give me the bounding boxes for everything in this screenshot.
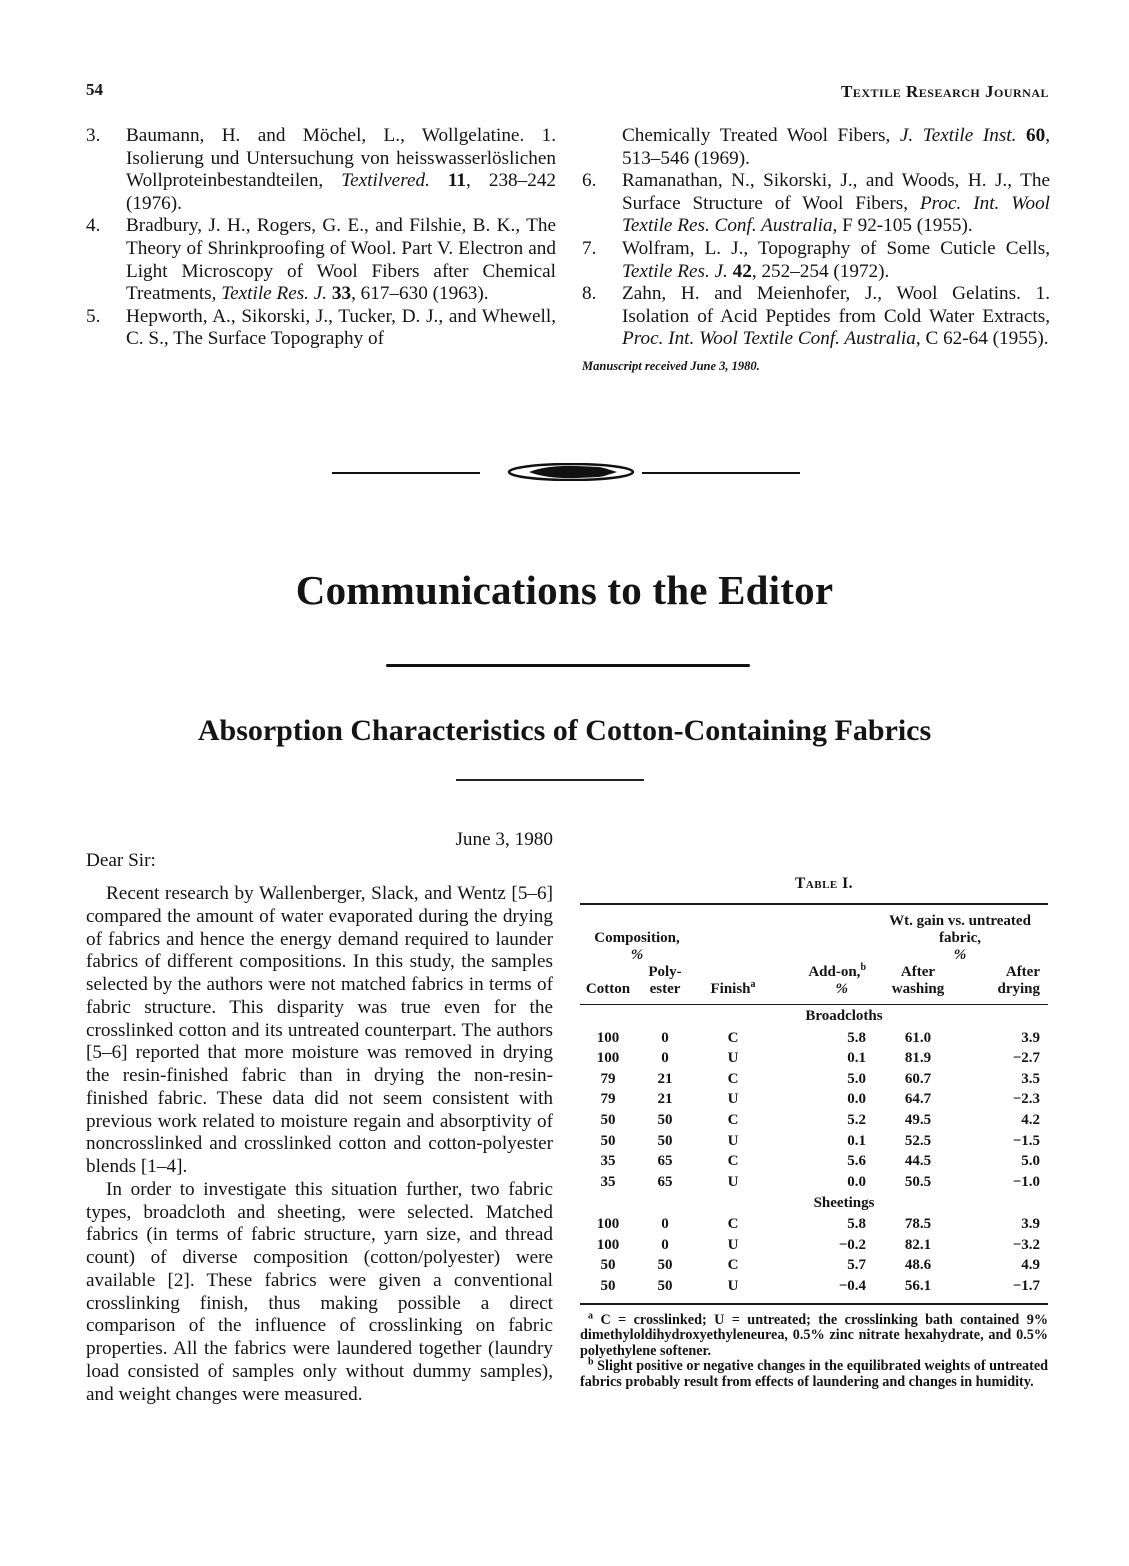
page-number: 54 bbox=[86, 80, 103, 99]
cell-cotton: 50 bbox=[600, 1257, 616, 1274]
cell-after-washing: 50.5 bbox=[904, 1173, 932, 1190]
letter-salutation: Dear Sir: bbox=[86, 850, 156, 871]
cell-after-washing: 64.7 bbox=[904, 1091, 932, 1108]
cell-after-drying: −2.7 bbox=[1012, 1050, 1040, 1067]
composition-unit: % bbox=[630, 946, 644, 963]
table-row bbox=[580, 1276, 1048, 1297]
reference-volume: 33 bbox=[331, 283, 352, 305]
table-row bbox=[580, 1235, 1048, 1256]
cell-finish: C bbox=[727, 1111, 739, 1128]
letter-paragraph: In order to investigate this situation further, two fabric types, broadcloth and sheeting, were selected. Matched fabrics (in terms of fabric structure, yarn size, and thread count) of diverse composition (cotton/polyester) were available [2]. These fabrics were given a conventional crosslinking finish, thus making possible a direct comparison of the influence of crosslinking on fabric properties. All the fabrics were laundered together (laundry load consisted of samples only without dummy samples), and weight changes were measured. bbox=[86, 1178, 553, 1405]
cell-addon: −0.4 bbox=[838, 1278, 866, 1295]
cell-polyester: 21 bbox=[657, 1070, 673, 1087]
reference-entry bbox=[582, 125, 1050, 170]
references-right-column bbox=[582, 125, 1050, 378]
reference-journal: Proc. Int. Wool Textile Res. Conf. Australia bbox=[622, 192, 1050, 237]
cell-polyester: 0 bbox=[661, 1050, 669, 1067]
col-header-after-washing-line2: washing bbox=[891, 980, 945, 997]
reference-number: 8. bbox=[582, 283, 597, 305]
table-group-label: Sheetings bbox=[813, 1195, 875, 1211]
section-title: Communications to the Editor bbox=[295, 567, 834, 613]
cell-after-drying: 3.9 bbox=[1021, 1029, 1040, 1046]
cell-after-drying: −3.2 bbox=[1012, 1236, 1040, 1253]
table-row bbox=[580, 1151, 1048, 1172]
table-row bbox=[580, 1069, 1048, 1090]
cell-addon: 5.2 bbox=[847, 1111, 866, 1128]
col-header-after-drying-line2: drying bbox=[997, 980, 1040, 997]
cell-cotton: 79 bbox=[600, 1091, 616, 1108]
cell-cotton: 35 bbox=[600, 1173, 616, 1190]
reference-text: , 238–242 (1976). bbox=[126, 170, 556, 214]
cell-after-drying: 3.9 bbox=[1021, 1216, 1040, 1233]
reference-volume: 42 bbox=[732, 260, 752, 282]
table-bottom-rule bbox=[580, 1303, 1048, 1305]
cell-after-washing: 82.1 bbox=[904, 1236, 932, 1253]
reference-number: 3. bbox=[86, 125, 101, 146]
col-header-polyester-line2: ester bbox=[649, 980, 681, 997]
col-header-addon-label: Add-on, bbox=[808, 963, 861, 980]
reference-text: , C 62-64 (1955). bbox=[915, 328, 1049, 350]
cell-cotton: 35 bbox=[600, 1153, 616, 1170]
reference-text: , F 92-105 (1955). bbox=[832, 215, 973, 237]
table-body bbox=[580, 1006, 1048, 1297]
cell-addon: 5.7 bbox=[847, 1257, 866, 1274]
cell-cotton: 100 bbox=[596, 1216, 620, 1233]
wt-gain-header bbox=[872, 905, 1048, 964]
cell-after-washing: 56.1 bbox=[904, 1278, 932, 1295]
article-title-divider bbox=[456, 779, 644, 781]
cell-finish: U bbox=[727, 1132, 739, 1149]
footnote-mark-a: a bbox=[750, 978, 756, 990]
table-footnote bbox=[580, 1309, 1049, 1360]
reference-number: 4. bbox=[86, 215, 101, 237]
reference-text bbox=[430, 170, 448, 191]
col-header-polyester-line1: Poly- bbox=[648, 963, 682, 980]
cell-finish: U bbox=[727, 1236, 739, 1253]
cell-polyester: 0 bbox=[661, 1216, 669, 1233]
reference-journal: Textilvered. bbox=[341, 170, 430, 192]
cell-after-drying: −2.3 bbox=[1012, 1091, 1040, 1108]
cell-after-drying: 4.9 bbox=[1021, 1257, 1040, 1274]
reference-text: , 252–254 (1972). bbox=[751, 260, 890, 282]
cell-after-washing: 49.5 bbox=[904, 1111, 932, 1128]
table-group-row bbox=[580, 1006, 1048, 1028]
reference-entry bbox=[86, 306, 556, 351]
cell-after-washing: 61.0 bbox=[904, 1029, 932, 1046]
cell-addon: 0.1 bbox=[847, 1132, 866, 1149]
footnote-mark-b: b bbox=[860, 961, 866, 973]
col-header-finish bbox=[694, 964, 772, 1004]
reference-entry bbox=[86, 125, 556, 215]
cell-after-washing: 52.5 bbox=[904, 1132, 932, 1149]
running-head-journal: Textile Research Journal bbox=[841, 82, 1049, 101]
references-right-list bbox=[582, 125, 1050, 351]
table-row bbox=[580, 1110, 1048, 1131]
reference-volume: 60 bbox=[1026, 125, 1046, 146]
cell-addon: 5.0 bbox=[847, 1070, 866, 1087]
reference-journal: Textile Res. J. bbox=[622, 260, 728, 282]
footnote-text: Slight positive or negative changes in the equilibrated weights of untreated fabrics probably result from effects of laundering and changes in humidity. bbox=[580, 1358, 1049, 1390]
cell-polyester: 0 bbox=[661, 1236, 669, 1253]
reference-volume: 11 bbox=[447, 170, 467, 192]
table-row bbox=[580, 1214, 1048, 1235]
cell-finish: C bbox=[727, 1153, 739, 1170]
reference-text: , 513–546 (1969). bbox=[622, 125, 1050, 169]
cell-finish: C bbox=[727, 1029, 739, 1046]
ornament-rule-right bbox=[642, 472, 800, 474]
table-row bbox=[580, 1130, 1048, 1151]
table-row bbox=[580, 1172, 1048, 1193]
letter-body bbox=[86, 883, 553, 1406]
cell-finish: U bbox=[727, 1091, 739, 1108]
reference-number: 5. bbox=[86, 305, 101, 327]
cell-polyester: 50 bbox=[657, 1111, 673, 1128]
cell-finish: U bbox=[727, 1050, 739, 1067]
cell-finish: U bbox=[727, 1278, 739, 1295]
reference-text: Hepworth, A., Sikorski, J., Tucker, D. J., and Whewell, C. S., The Surface Topography of bbox=[126, 305, 556, 350]
cell-cotton: 100 bbox=[596, 1236, 620, 1253]
cell-finish: U bbox=[727, 1173, 739, 1190]
oval-fleuron-ornament-icon bbox=[507, 463, 635, 481]
table-footnotes bbox=[580, 1309, 1049, 1391]
col-header-finish-label: Finish bbox=[710, 980, 751, 997]
cell-addon: 5.8 bbox=[847, 1216, 866, 1233]
reference-text: , 617–630 (1963). bbox=[351, 283, 489, 305]
references-left-column bbox=[86, 125, 556, 351]
col-header-polyester bbox=[636, 964, 694, 1004]
reference-journal: Textile Res. J. bbox=[221, 283, 328, 305]
cell-addon: 0.0 bbox=[847, 1173, 866, 1190]
cell-polyester: 0 bbox=[661, 1029, 669, 1046]
reference-text: Wolfram, L. J., Topography of Some Cuticle Cells, bbox=[622, 237, 1050, 259]
wt-gain-unit: % bbox=[953, 946, 967, 963]
cell-cotton: 100 bbox=[596, 1050, 620, 1067]
col-header-addon bbox=[772, 961, 872, 1004]
col-header-after-washing bbox=[872, 964, 964, 1004]
manuscript-received-note: Manuscript received June 3, 1980. bbox=[582, 358, 760, 373]
cell-after-drying: 4.2 bbox=[1021, 1111, 1040, 1128]
table-footnote bbox=[580, 1356, 1049, 1390]
table-row bbox=[580, 1048, 1048, 1069]
table-row bbox=[580, 1028, 1048, 1049]
cell-after-washing: 48.6 bbox=[904, 1257, 932, 1274]
footnote-mark: a bbox=[588, 1309, 593, 1321]
article-title: Absorption Characteristics of Cotton-Containing Fabrics bbox=[197, 714, 932, 747]
reference-text bbox=[1016, 125, 1026, 146]
cell-after-drying: −1.7 bbox=[1012, 1278, 1040, 1295]
cell-polyester: 50 bbox=[657, 1257, 673, 1274]
cell-polyester: 65 bbox=[657, 1153, 673, 1170]
reference-number: 6. bbox=[582, 170, 597, 192]
composition-header-label: Composition, bbox=[594, 929, 680, 946]
cell-cotton: 50 bbox=[600, 1132, 616, 1149]
table-row bbox=[580, 1089, 1048, 1110]
cell-finish: C bbox=[727, 1257, 739, 1274]
cell-after-drying: 3.5 bbox=[1021, 1070, 1040, 1087]
table-title: Table I. bbox=[794, 875, 854, 892]
col-header-addon-unit: % bbox=[835, 980, 848, 997]
data-table bbox=[580, 905, 1048, 1297]
cell-addon: 5.8 bbox=[847, 1029, 866, 1046]
cell-finish: C bbox=[727, 1216, 739, 1233]
letter-paragraph: Recent research by Wallenberger, Slack, and Wentz [5–6] compared the amount of water evaporated during the drying of fabrics and hence the energy demand required to launder fabrics of different compositions. In this study, the samples selected by the authors were not matched fabrics in terms of fabric structure. This disparity was true even for the crosslinked cotton and its untreated counterpart. The authors [5–6] reported that more moisture was removed in drying the resin-finished fabric than in drying the non-resin-finished fabric. These data did not seem consistent with previous work related to moisture regain and absorptivity of noncrosslinked and crosslinked cotton and cotton-polyester blends [1–4]. bbox=[86, 883, 553, 1177]
reference-text: Bradbury, J. H., Rogers, G. E., and Filshie, B. K., The Theory of Shrinkproofing of Wool. Part V. Electron and Light Microscopy of Wool Fibers after Chemical Treatments, bbox=[126, 215, 556, 305]
cell-cotton: 79 bbox=[600, 1070, 616, 1087]
col-header-after-drying-line1: After bbox=[1005, 963, 1040, 980]
title-divider bbox=[386, 664, 750, 667]
letter-date: June 3, 1980 bbox=[455, 829, 553, 850]
cell-after-washing: 60.7 bbox=[904, 1070, 932, 1087]
reference-number: 7. bbox=[582, 237, 597, 259]
section-ornament bbox=[332, 460, 802, 486]
reference-journal: J. Textile Inst. bbox=[899, 125, 1017, 146]
cell-addon: 5.6 bbox=[847, 1153, 866, 1170]
reference-journal: Proc. Int. Wool Textile Conf. Australia bbox=[622, 328, 916, 350]
cell-after-washing: 44.5 bbox=[904, 1153, 932, 1170]
cell-polyester: 65 bbox=[657, 1173, 673, 1190]
col-header-after-drying bbox=[964, 964, 1048, 1004]
reference-entry bbox=[582, 283, 1050, 351]
cell-addon: 0.1 bbox=[847, 1050, 866, 1067]
cell-after-washing: 78.5 bbox=[904, 1216, 932, 1233]
cell-cotton: 100 bbox=[596, 1029, 620, 1046]
cell-polyester: 21 bbox=[657, 1091, 673, 1108]
col-header-after-washing-line1: After bbox=[900, 963, 936, 980]
cell-polyester: 50 bbox=[657, 1132, 673, 1149]
ornament-rule-left bbox=[332, 472, 480, 474]
table-1 bbox=[580, 876, 1048, 1391]
cell-after-drying: −1.0 bbox=[1012, 1173, 1040, 1190]
cell-after-drying: −1.5 bbox=[1012, 1132, 1040, 1149]
reference-text: Baumann, H. and Möchel, L., Wollgelatine. 1. Isolierung und Untersuchung von heisswasserlöslichen Wollproteinbestandteilen, bbox=[126, 125, 556, 192]
reference-entry bbox=[582, 238, 1050, 283]
cell-addon: −0.2 bbox=[838, 1236, 866, 1253]
cell-addon: 0.0 bbox=[847, 1091, 866, 1108]
cell-polyester: 50 bbox=[657, 1278, 673, 1295]
reference-entry bbox=[582, 170, 1050, 238]
cell-finish: C bbox=[727, 1070, 739, 1087]
table-group-label: Broadcloths bbox=[805, 1008, 883, 1025]
composition-header bbox=[580, 905, 694, 964]
footnote-mark: b bbox=[588, 1356, 594, 1368]
col-header-cotton: Cotton bbox=[585, 980, 631, 997]
reference-entry bbox=[86, 215, 556, 305]
cell-after-washing: 81.9 bbox=[904, 1050, 932, 1067]
reference-text: Zahn, H. and Meienhofer, J., Wool Gelatins. 1. Isolation of Acid Peptides from Cold Water Extracts, bbox=[622, 283, 1050, 327]
cell-cotton: 50 bbox=[600, 1111, 616, 1128]
cell-after-drying: 5.0 bbox=[1021, 1153, 1040, 1170]
footnote-text: C = crosslinked; U = untreated; the crosslinking bath contained 9% dimethyloldihydroxyethyleneurea, 0.5% zinc nitrate hexahydrate, and 0.5% polyethylene softener. bbox=[580, 1311, 1049, 1359]
table-group-row bbox=[580, 1192, 1048, 1214]
cell-cotton: 50 bbox=[600, 1278, 616, 1295]
wt-gain-header-label: Wt. gain vs. untreated fabric, bbox=[889, 912, 1031, 946]
table-row bbox=[580, 1255, 1048, 1276]
reference-text: Chemically Treated Wool Fibers, bbox=[622, 125, 900, 146]
reference-text: Ramanathan, N., Sikorski, J., and Woods, H. J., The Surface Structure of Wool Fibers, bbox=[622, 170, 1050, 214]
